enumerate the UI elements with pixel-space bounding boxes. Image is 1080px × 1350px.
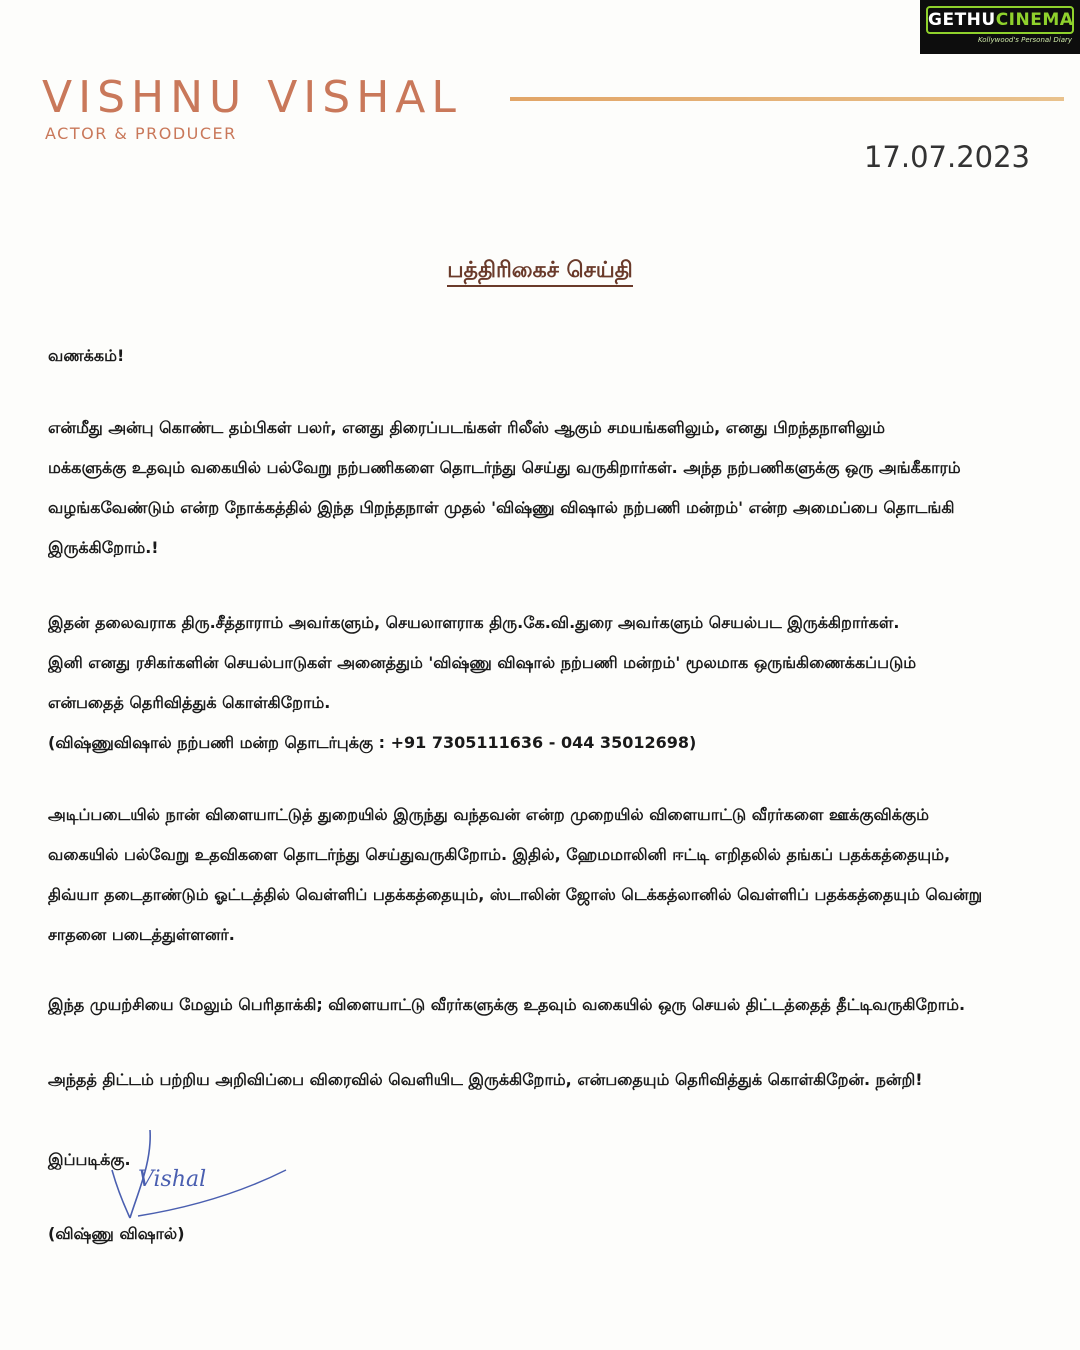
letterhead-divider: [510, 97, 1064, 101]
watermark-brand-right: CINEMA: [995, 10, 1074, 30]
paragraph-1: [48, 408, 1038, 568]
contact-line: (விஷ்ணுவிஷால் நற்பணி மன்ற தொடர்புக்கு : +91 7305111636 - 044 35012698): [48, 733, 697, 752]
paragraph-line: இதன் தலைவராக திரு.சீத்தாராம் அவர்களும், செயலாளராக திரு.கே.வி.துரை அவர்களும் செயல்பட இருக்கிறார்கள்.: [48, 613, 900, 632]
letterhead-name: VISHNU VISHAL: [42, 72, 462, 123]
greeting: வணக்கம்!: [48, 346, 125, 365]
paragraph-line: இனி எனது ரசிகர்களின் செயல்பாடுகள் அனைத்தும் 'விஷ்ணு விஷால் நற்பணி மன்றம்' மூலமாக ஒருங்கிணைக்கப்படும்: [48, 653, 917, 672]
heading-text: பத்திரிகைச் செய்தி: [447, 258, 633, 287]
letter-heading: [0, 258, 1080, 286]
watermark-logo: [926, 6, 1074, 34]
paragraph-line: என்பதைத் தெரிவித்துக் கொள்கிறோம்.: [48, 693, 331, 712]
paragraph-line: என்மீது அன்பு கொண்ட தம்பிகள் பலர், எனது திரைப்படங்கள் ரிலீஸ் ஆகும் சமயங்களிலும், எனது பிறந்தநாளிலும்: [48, 418, 886, 437]
signature-text: Vishal: [138, 1167, 207, 1192]
paragraph-5: [48, 1060, 1038, 1100]
letterhead-role: ACTOR & PRODUCER: [45, 124, 237, 143]
paragraph-line: வகையில் பல்வேறு உதவிகளை தொடர்ந்து செய்துவருகிறோம். இதில், ஹேமமாலினி ஈட்டி எறிதலில் தங்கப் பதக்கத்தையும்,: [48, 845, 951, 864]
paragraph-line: சாதனை படைத்துள்ளனர்.: [48, 925, 235, 944]
letter-date: 17.07.2023: [863, 140, 1030, 174]
paragraph-line: அடிப்படையில் நான் விளையாட்டுத் துறையில் இருந்து வந்தவன் என்ற முறையில் விளையாட்டு வீரர்களை ஊக்குவிக்கும்: [48, 805, 929, 824]
closing: இப்படிக்கு.: [48, 1150, 131, 1169]
paragraph-line: அந்தத் திட்டம் பற்றிய அறிவிப்பை விரைவில் வெளியிட இருக்கிறோம், என்பதையும் தெரிவித்துக் கொள்கிறேன். நன்றி!: [48, 1070, 923, 1089]
paragraph-line: இந்த முயற்சியை மேலும் பெரிதாக்கி; விளையாட்டு வீரர்களுக்கு உதவும் வகையில் ஒரு செயல் திட்டத்தைத் தீட்டிவருகிறோம்.: [48, 995, 966, 1014]
signatory-name: (விஷ்ணு விஷால்): [48, 1224, 185, 1243]
paragraph-line: மக்களுக்கு உதவும் வகையில் பல்வேறு நற்பணிகளை தொடர்ந்து செய்து வருகிறார்கள். அந்த நற்பணிகளுக்கு ஒரு அங்கீகாரம்: [48, 458, 961, 477]
paragraph-3: [48, 795, 1038, 955]
paragraph-line: இருக்கிறோம்.!: [48, 538, 159, 557]
watermark-brand-left: GETHU: [928, 10, 996, 30]
paragraph-2: [48, 603, 1038, 763]
paragraph-4: [48, 985, 1038, 1025]
watermark-tagline: Kollywood's Personal Diary: [977, 36, 1072, 44]
paragraph-line: திவ்யா தடைதாண்டும் ஓட்டத்தில் வெள்ளிப் பதக்கத்தையும், ஸ்டாலின் ஜோஸ் டெக்கத்லானில் வெள்ளிப் பதக்கத்தையும் வென்று: [48, 885, 983, 904]
paragraph-line: வழங்கவேண்டும் என்ற நோக்கத்தில் இந்த பிறந்தநாள் முதல் 'விஷ்ணு விஷால் நற்பணி மன்றம்' என்ற அமைப்பை தொடங்கி: [48, 498, 955, 517]
